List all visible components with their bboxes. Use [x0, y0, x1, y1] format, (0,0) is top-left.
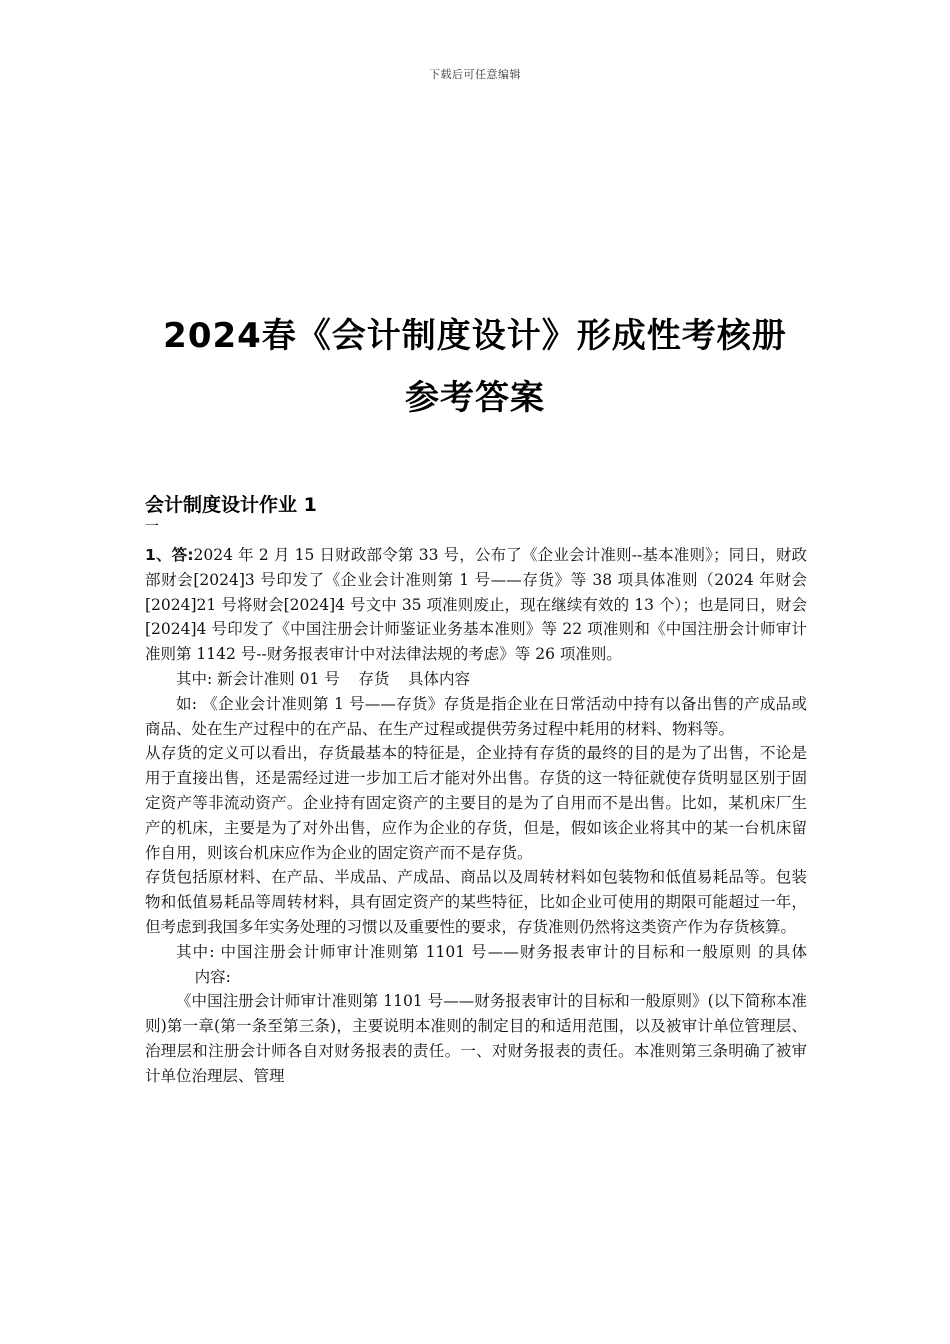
- paragraph-inventory-types: 存货包括原材料、在产品、半成品、产成品、商品以及周转材料如包装物和低值易耗品等。包装物和低值易耗品等周转材料，具有固定资产的某些特征，比如企业可使用的期限可能超过一年，但考虑到我国多年实务处理的习惯以及重要性的要求，存货准则仍然将这类资产作为存货核算。: [145, 868, 807, 936]
- header-note: 下载后可任意编辑: [429, 68, 521, 81]
- text-span: 存货: [358, 669, 390, 688]
- part-marker: 一: [145, 519, 159, 535]
- text-span: 内容:: [194, 967, 231, 986]
- text-span: 其中: 中国注册会计师审计准则第 1101 号——财务报表审计的目标和一般原则 的具体: [176, 942, 807, 961]
- paragraph-audit-standard: 《中国注册会计师审计准则第 1101 号——财务报表审计的目标和一般原则》(以下简称本准则)第一章(第一条至第三条)，主要说明本准则的制定目的和适用范围，以及被审计单位管理层、治理层和注册会计师各自对财务报表的责任。一、对财务报表的责任。本准则第三条明确了被审计单位治理层、管理: [145, 992, 807, 1085]
- section-heading: 会计制度设计作业 1: [145, 494, 317, 516]
- paragraph-example: 如: 《企业会计准则第 1 号——存货》存货是指企业在日常活动中持有以备出售的产成品或商品、处在生产过程中的在产品、在生产过程或提供劳务过程中耗用的材料、物料等。: [145, 694, 807, 738]
- paragraph-qizhong-2: [145, 940, 807, 990]
- paragraph-qizhong-1: [145, 667, 807, 692]
- answer-paragraph-1: [145, 543, 807, 667]
- answer-text: 2024 年 2 月 15 日财政部令第 33 号，公布了《企业会计准则--基本准则》；同日，财政部财会[2024]3 号印发了《企业会计准则第 1 号——存货》等 38 项具体准则（2024 年财会[2024]21 号将财会[2024]4 号文中 35 项准则废止，现在继续有效的 13 个）；也是同日，财会[2024]4 号印发了《中国注册会计师鉴证业务基本准则》等 22 项准则和《中国注册会计师审计准则第 1142 号--财务报表审计中对法律法规的考虑》等 26 项准则。: [145, 546, 807, 664]
- document-subtitle: 参考答案: [405, 378, 545, 418]
- document-title: 2024春《会计制度设计》形成性考核册: [163, 316, 787, 356]
- text-span: 其中: 新会计准则 01 号: [176, 669, 340, 688]
- text-span: 具体内容: [407, 669, 470, 688]
- document-body: [145, 543, 807, 1089]
- paragraph-definition: 从存货的定义可以看出，存货最基本的特征是，企业持有存货的最终的目的是为了出售，不论是用于直接出售，还是需经过进一步加工后才能对外出售。存货的这一特征就使存货明显区别于固定资产等非流动资产。企业持有固定资产的主要目的是为了自用而不是出售。比如，某机床厂生产的机床，主要是为了对外出售，应作为企业的存货，但是，假如该企业将其中的某一台机床留作自用，则该台机床应作为企业的固定资产而不是存货。: [145, 744, 807, 862]
- question-label: 1、答:: [145, 546, 194, 564]
